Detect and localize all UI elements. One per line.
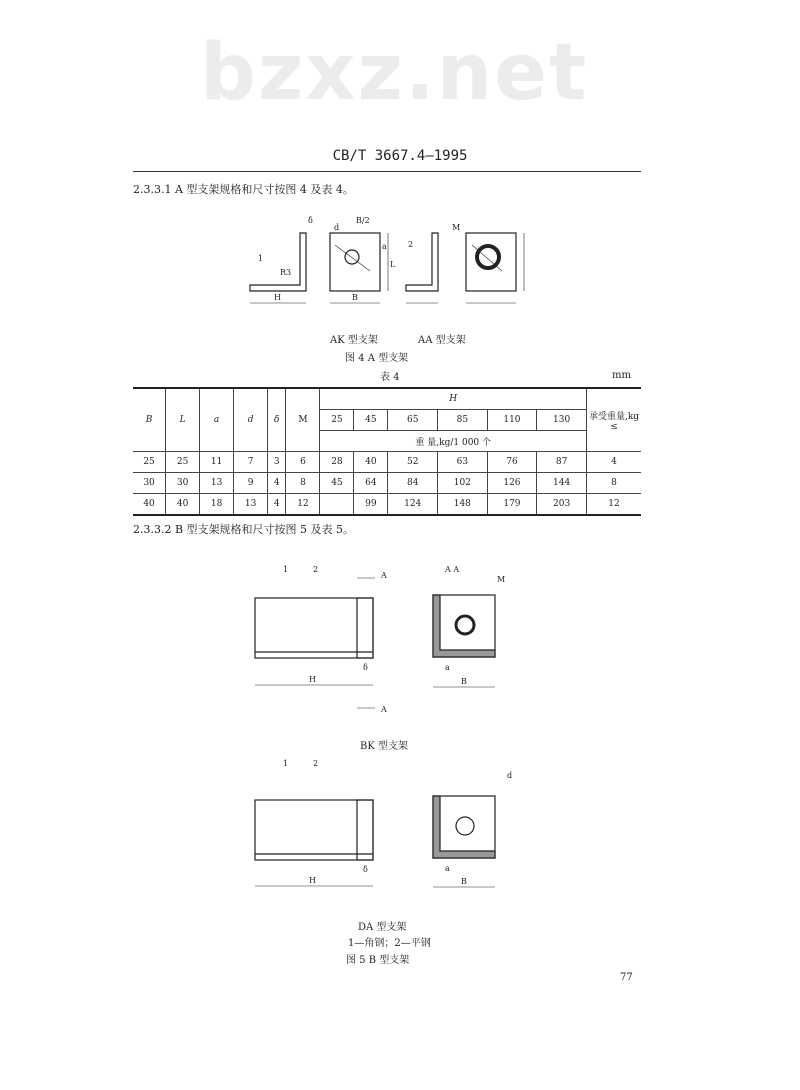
col-header: δ — [268, 388, 286, 452]
label-2: 2 — [408, 240, 414, 249]
table-row — [133, 473, 641, 494]
figure-4-drawing — [240, 205, 530, 315]
table-cell: 84 — [388, 473, 438, 494]
table-cell: 64 — [354, 473, 388, 494]
table-cell: 63 — [438, 452, 488, 473]
col-header: a — [200, 388, 234, 452]
col-header: d — [234, 388, 268, 452]
page-number: 77 — [620, 972, 633, 983]
table-cell: 11 — [200, 452, 234, 473]
h-value: 45 — [354, 410, 388, 431]
table-cell: 144 — [537, 473, 587, 494]
table-cell: 148 — [438, 494, 488, 516]
section-2-3-3-2: 2.3.3.2 B 型支架规格和尺寸按图 5 及表 5。 — [133, 523, 355, 536]
label-1: 1 — [258, 254, 264, 263]
table-cell: 7 — [234, 452, 268, 473]
table-cell: 12 — [587, 494, 642, 516]
table-cell: 126 — [487, 473, 537, 494]
weight-header: 重 量,kg/1 000 个 — [320, 431, 587, 452]
table-4 — [133, 387, 641, 516]
table-cell: 40 — [133, 494, 166, 516]
table-cell: 25 — [166, 452, 200, 473]
label-b2: B/2 — [356, 216, 370, 225]
table-cell: 40 — [354, 452, 388, 473]
table-cell: 3 — [268, 452, 286, 473]
table-cell: 18 — [200, 494, 234, 516]
col-header: B — [133, 388, 166, 452]
table-cell: 8 — [286, 473, 320, 494]
table-cell: 8 — [587, 473, 642, 494]
label-1: 1 — [283, 565, 289, 574]
table-cell: 28 — [320, 452, 354, 473]
table-row — [133, 494, 641, 516]
label-l: L — [390, 260, 396, 269]
table-row — [133, 452, 641, 473]
label-b: B — [461, 877, 467, 886]
label-2: 2 — [313, 565, 319, 574]
label-b: B — [352, 293, 358, 302]
table-cell: 13 — [234, 494, 268, 516]
label-a: a — [445, 864, 450, 873]
label-d: d — [507, 771, 513, 780]
h-value: 65 — [388, 410, 438, 431]
label-aa: A A — [445, 565, 460, 574]
table-cell: 203 — [537, 494, 587, 516]
table-cell: 124 — [388, 494, 438, 516]
label-a: a — [445, 663, 450, 672]
table-cell: 4 — [268, 473, 286, 494]
table-cell: 12 — [286, 494, 320, 516]
table-cell: 6 — [286, 452, 320, 473]
table-cell: 30 — [166, 473, 200, 494]
caption-da: DA 型支架 — [358, 922, 407, 933]
caption-ak: AK 型支架 — [330, 335, 378, 346]
table-cell — [320, 494, 354, 516]
table-4-title: 表 4 — [380, 372, 400, 383]
table-cell: 40 — [166, 494, 200, 516]
load-header: 承受重量,kg ≤ — [587, 388, 642, 452]
label-b: B — [461, 677, 467, 686]
h-value: 25 — [320, 410, 354, 431]
h-value: 130 — [537, 410, 587, 431]
table-cell: 4 — [268, 494, 286, 516]
section-2-3-3-1: 2.3.3.1 A 型支架规格和尺寸按图 4 及表 4。 — [133, 183, 354, 196]
label-h: H — [309, 876, 316, 885]
label-section-a: A — [381, 705, 387, 714]
table-cell: 45 — [320, 473, 354, 494]
table-cell: 4 — [587, 452, 642, 473]
label-r3: R3 — [280, 268, 292, 277]
header-rule — [133, 171, 641, 172]
caption-aa: AA 型支架 — [418, 335, 466, 346]
col-header: M — [286, 388, 320, 452]
h-value: 85 — [438, 410, 488, 431]
label-1: 1 — [283, 759, 289, 768]
table-cell: 13 — [200, 473, 234, 494]
watermark: bzxz.net — [200, 28, 589, 118]
label-d: d — [334, 223, 340, 232]
table-cell: 25 — [133, 452, 166, 473]
label-h: H — [309, 675, 316, 684]
standard-header: CB/T 3667.4—1995 — [332, 148, 468, 164]
label-m: M — [497, 575, 506, 584]
figure-5-title: 图 5 B 型支架 — [346, 955, 410, 966]
label-delta: δ — [308, 216, 313, 225]
table-4-unit: mm — [612, 370, 631, 381]
table-cell: 30 — [133, 473, 166, 494]
label-h: H — [274, 293, 281, 302]
h-header: H — [320, 388, 587, 410]
table-cell: 179 — [487, 494, 537, 516]
label-delta: δ — [363, 865, 368, 874]
table-cell: 99 — [354, 494, 388, 516]
label-2: 2 — [313, 759, 319, 768]
table-cell: 52 — [388, 452, 438, 473]
caption-bk: BK 型支架 — [360, 741, 408, 752]
label-section-a: A — [381, 571, 387, 580]
figure-4-title: 图 4 A 型支架 — [345, 353, 409, 364]
table-cell: 9 — [234, 473, 268, 494]
h-value: 110 — [487, 410, 537, 431]
col-header: L — [166, 388, 200, 452]
table-cell: 87 — [537, 452, 587, 473]
label-delta: δ — [363, 663, 368, 672]
table-cell: 102 — [438, 473, 488, 494]
figure-5-drawing — [245, 560, 535, 910]
label-a: a — [382, 242, 387, 251]
table-cell: 76 — [487, 452, 537, 473]
figure-5-legend: 1—角钢；2—平钢 — [348, 938, 431, 949]
label-m: M — [452, 223, 461, 232]
